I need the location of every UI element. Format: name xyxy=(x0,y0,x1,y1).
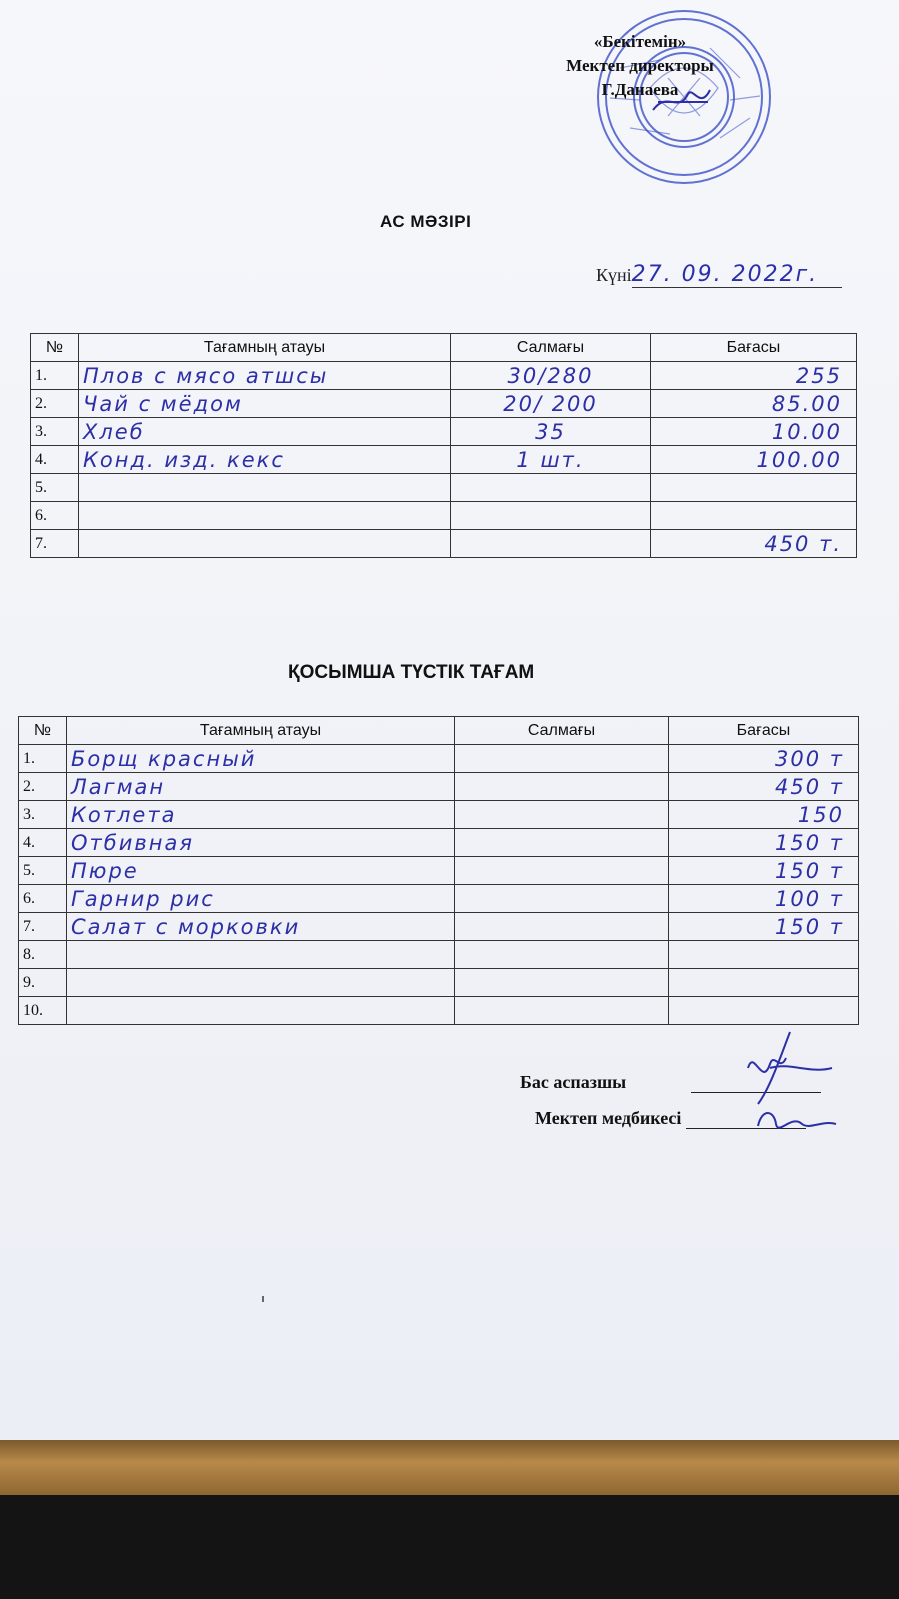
row-number: 4. xyxy=(19,829,67,857)
table-row xyxy=(31,530,857,558)
table-row xyxy=(19,913,859,941)
dish-price: 150 т xyxy=(669,857,859,885)
table-row xyxy=(19,857,859,885)
dish-weight xyxy=(451,502,651,530)
table-row xyxy=(19,745,859,773)
chef-signature xyxy=(740,1028,840,1108)
dish-name: Борщ красный xyxy=(67,745,455,773)
row-number: 2. xyxy=(31,390,79,418)
dish-name: Котлета xyxy=(67,801,455,829)
extra-header-row xyxy=(19,717,859,745)
date-value: 27. 09. 2022г. xyxy=(632,262,842,288)
menu-table xyxy=(30,333,857,558)
table-row xyxy=(19,801,859,829)
dish-weight xyxy=(455,885,669,913)
table-row xyxy=(19,829,859,857)
dish-name xyxy=(67,969,455,997)
date-label: Күні xyxy=(596,265,632,285)
wooden-desk-edge xyxy=(0,1440,899,1495)
dish-name xyxy=(67,941,455,969)
dish-weight xyxy=(455,745,669,773)
dish-weight: 35 xyxy=(451,418,651,446)
dish-weight xyxy=(455,773,669,801)
header-dish-name: Тағамның атауы xyxy=(79,334,451,362)
table-row xyxy=(31,446,857,474)
approval-director-name: Г.Данаева xyxy=(601,80,679,99)
table-row xyxy=(19,969,859,997)
dish-price: 150 т xyxy=(669,829,859,857)
dish-price: 100.00 xyxy=(651,446,857,474)
dish-name xyxy=(79,474,451,502)
header-price: Бағасы xyxy=(651,334,857,362)
header-number: № xyxy=(19,717,67,745)
dish-price: 150 xyxy=(669,801,859,829)
dish-price: 10.00 xyxy=(651,418,857,446)
row-number: 1. xyxy=(31,362,79,390)
header-number: № xyxy=(31,334,79,362)
row-number: 6. xyxy=(31,502,79,530)
dish-weight xyxy=(455,941,669,969)
dish-weight: 20/ 200 xyxy=(451,390,651,418)
dish-name: Плов с мясо атшсы xyxy=(79,362,451,390)
dish-price xyxy=(651,474,857,502)
page-title: АС МӘЗІРІ xyxy=(380,212,472,231)
row-number: 10. xyxy=(19,997,67,1025)
dish-price: 100 т xyxy=(669,885,859,913)
dish-name: Пюре xyxy=(67,857,455,885)
director-signature xyxy=(648,80,718,120)
row-number: 9. xyxy=(19,969,67,997)
dish-weight xyxy=(451,474,651,502)
dish-price xyxy=(669,969,859,997)
table-row xyxy=(31,390,857,418)
table-row xyxy=(19,941,859,969)
dish-price: 255 xyxy=(651,362,857,390)
dish-weight xyxy=(451,530,651,558)
dish-weight xyxy=(455,997,669,1025)
header-weight: Салмағы xyxy=(451,334,651,362)
date-row xyxy=(596,262,842,288)
dish-name xyxy=(67,997,455,1025)
approval-position: Мектеп директоры xyxy=(566,56,714,75)
approval-heading: «Бекітемін» xyxy=(593,32,687,51)
table-row xyxy=(31,502,857,530)
dish-price xyxy=(669,997,859,1025)
extra-section-title: ҚОСЫМША ТҮСТІК ТАҒАМ xyxy=(288,662,535,683)
row-number: 3. xyxy=(19,801,67,829)
paper-mark xyxy=(262,1296,264,1302)
row-number: 5. xyxy=(31,474,79,502)
dish-weight: 30/280 xyxy=(451,362,651,390)
table-row xyxy=(31,474,857,502)
dish-name: Салат с морковки xyxy=(67,913,455,941)
dish-weight xyxy=(455,913,669,941)
dish-weight xyxy=(455,801,669,829)
dish-name: Лагман xyxy=(67,773,455,801)
nurse-signature xyxy=(752,1100,842,1140)
row-number: 4. xyxy=(31,446,79,474)
extra-lunch-table xyxy=(18,716,859,1025)
dish-name xyxy=(79,530,451,558)
dish-name: Чай с мёдом xyxy=(79,390,451,418)
dish-weight: 1 шт. xyxy=(451,446,651,474)
table-row xyxy=(19,997,859,1025)
menu-header-row xyxy=(31,334,857,362)
dish-weight xyxy=(455,857,669,885)
chef-label: Бас аспазшы xyxy=(520,1072,627,1092)
dish-price xyxy=(669,941,859,969)
dish-price: 150 т xyxy=(669,913,859,941)
row-number: 1. xyxy=(19,745,67,773)
dish-name xyxy=(79,502,451,530)
nurse-label: Мектеп медбикесі xyxy=(535,1108,682,1128)
dish-price: 85.00 xyxy=(651,390,857,418)
table-row xyxy=(19,885,859,913)
dish-name: Конд. изд. кекс xyxy=(79,446,451,474)
dish-price xyxy=(651,502,857,530)
table-row xyxy=(19,773,859,801)
table-row xyxy=(31,418,857,446)
dish-price: 450 т xyxy=(669,773,859,801)
dish-weight xyxy=(455,969,669,997)
row-number: 5. xyxy=(19,857,67,885)
table-row xyxy=(31,362,857,390)
approval-block xyxy=(520,30,760,102)
header-weight: Салмағы xyxy=(455,717,669,745)
header-price: Бағасы xyxy=(669,717,859,745)
dish-price: 450 т. xyxy=(651,530,857,558)
header-dish-name: Тағамның атауы xyxy=(67,717,455,745)
row-number: 2. xyxy=(19,773,67,801)
dish-price: 300 т xyxy=(669,745,859,773)
row-number: 6. xyxy=(19,885,67,913)
dish-name: Гарнир рис xyxy=(67,885,455,913)
dish-weight xyxy=(455,829,669,857)
row-number: 7. xyxy=(19,913,67,941)
row-number: 7. xyxy=(31,530,79,558)
dish-name: Хлеб xyxy=(79,418,451,446)
dish-name: Отбивная xyxy=(67,829,455,857)
row-number: 8. xyxy=(19,941,67,969)
row-number: 3. xyxy=(31,418,79,446)
